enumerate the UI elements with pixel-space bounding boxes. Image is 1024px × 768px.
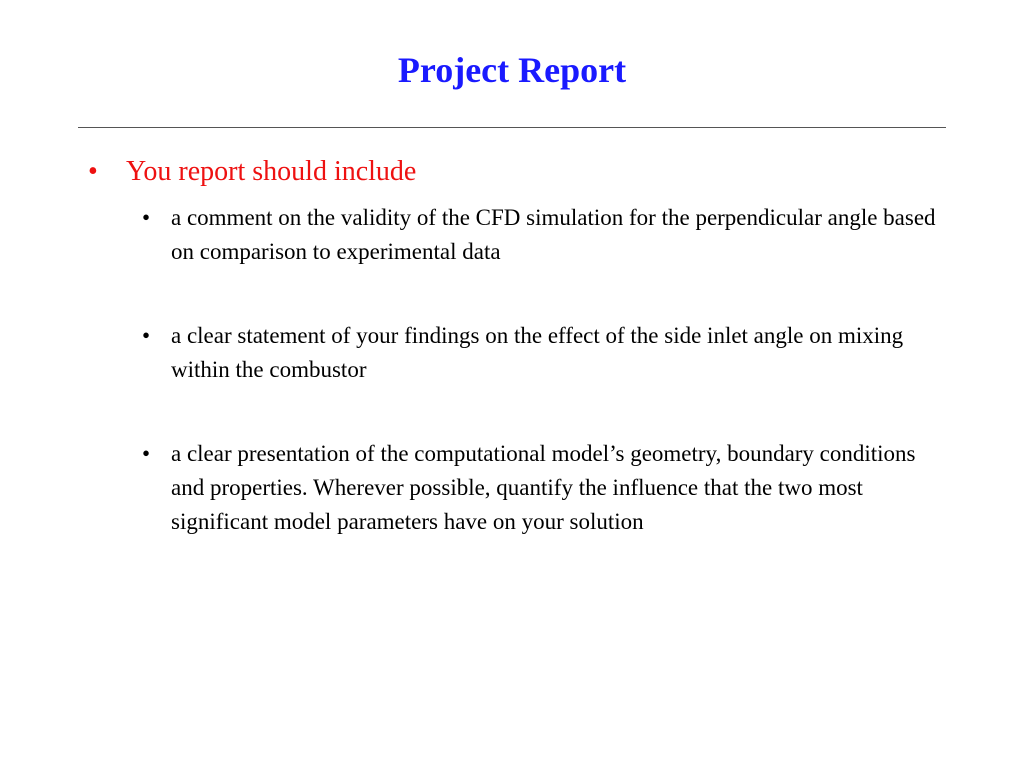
- bullet-marker: •: [142, 441, 151, 466]
- sub-bullet-list: [142, 201, 942, 539]
- title-divider: [78, 127, 946, 128]
- bullet-marker: •: [142, 323, 151, 348]
- sub-bullet-item: [142, 201, 942, 269]
- sub-bullet-text: a comment on the validity of the CFD simulation for the perpendicular angle based on comparison to experimental data: [171, 205, 936, 264]
- bullet-marker: •: [88, 156, 98, 187]
- slide-title: Project Report: [397, 50, 627, 90]
- sub-bullet-item: [142, 437, 942, 539]
- sub-bullet-text: a clear presentation of the computational model’s geometry, boundary conditions and properties. Wherever possible, quantify the influence that the two most significant model parameters have on your solution: [171, 441, 916, 534]
- sub-bullet-item: [142, 319, 942, 387]
- bullet-marker: •: [142, 205, 151, 230]
- sub-bullet-text: a clear statement of your findings on the effect of the side inlet angle on mixing within the combustor: [171, 323, 904, 382]
- main-bullet-text: You report should include: [126, 156, 417, 187]
